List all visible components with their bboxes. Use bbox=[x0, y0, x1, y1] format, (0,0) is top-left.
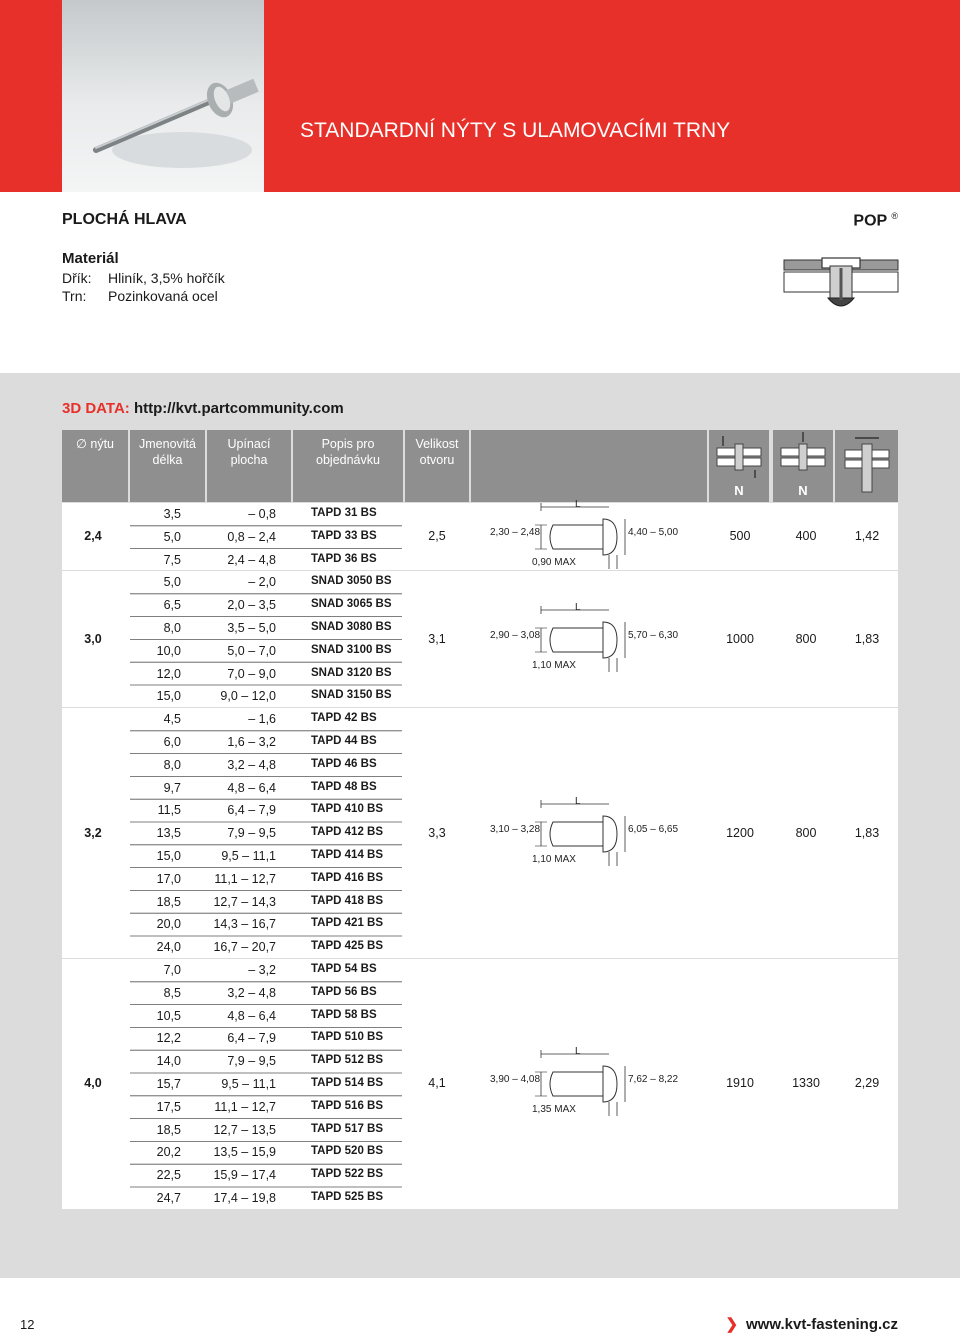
order-code: TAPD 414 BS bbox=[311, 849, 384, 861]
shear-unit: N bbox=[734, 483, 744, 498]
tensile-strength: 1330 bbox=[792, 1076, 820, 1091]
order-code: TAPD 31 BS bbox=[311, 507, 377, 519]
nominal-length: 5,0 bbox=[163, 575, 181, 590]
order-code: TAPD 48 BS bbox=[311, 780, 377, 793]
nominal-length: 15,0 bbox=[156, 849, 181, 863]
grip-range: 1,6 – 3,2 bbox=[227, 735, 276, 749]
nominal-length: 14,0 bbox=[156, 1054, 181, 1069]
grip-range: 9,5 – 11,1 bbox=[221, 1077, 276, 1091]
3d-data-label: 3D DATA: bbox=[62, 400, 130, 417]
shear-strength: 1200 bbox=[726, 825, 754, 840]
rivet-dimension-diagram bbox=[471, 1046, 707, 1127]
column-header-shear bbox=[709, 430, 769, 502]
rivet-dimension-diagram bbox=[471, 796, 707, 877]
grip-range: 7,0 – 9,0 bbox=[227, 666, 276, 681]
material-key: Dřík: bbox=[62, 270, 92, 286]
hole-size: 4,1 bbox=[428, 1076, 446, 1091]
body-diameter-dimension: 3,10 – 3,28 bbox=[490, 823, 541, 835]
grip-range: 15,9 – 17,4 bbox=[213, 1168, 276, 1183]
nominal-length: 12,2 bbox=[156, 1031, 181, 1046]
3d-data-link[interactable] bbox=[62, 400, 344, 417]
grip-range: 7,9 – 9,5 bbox=[227, 826, 276, 841]
length-dimension-label: L bbox=[575, 499, 581, 511]
grip-range: 2,4 – 4,8 bbox=[227, 552, 276, 567]
grip-range: – 0,8 bbox=[248, 507, 276, 521]
grip-range: 6,4 – 7,9 bbox=[227, 803, 276, 818]
rivet-diameter: 3,0 bbox=[84, 631, 102, 646]
nominal-length: 10,0 bbox=[156, 643, 181, 658]
body-diameter-dimension: 2,30 – 2,48 bbox=[490, 527, 541, 539]
nominal-length: 3,5 bbox=[163, 507, 181, 521]
grip-range: 4,8 – 6,4 bbox=[227, 1008, 276, 1023]
column-header-hole-size: Velikost otvoru bbox=[405, 430, 469, 502]
tensile-strength: 800 bbox=[795, 631, 817, 646]
nominal-length: 20,2 bbox=[156, 1145, 181, 1160]
nominal-length: 10,5 bbox=[156, 1008, 181, 1023]
grip-range: 2,0 – 3,5 bbox=[227, 598, 276, 613]
nominal-length: 8,0 bbox=[163, 757, 181, 772]
column-header-order-code: Popis pro objednávku bbox=[293, 430, 403, 502]
chevron-right-icon: ❯ bbox=[725, 1316, 739, 1333]
grip-range: 3,2 – 4,8 bbox=[227, 757, 276, 772]
order-code: TAPD 42 BS bbox=[311, 712, 377, 725]
page-number: 12 bbox=[20, 1317, 35, 1332]
mandrel-diameter: 2,29 bbox=[854, 1076, 880, 1091]
grip-range: 3,2 – 4,8 bbox=[227, 985, 276, 1000]
nominal-length: 15,7 bbox=[156, 1077, 181, 1091]
grip-range: 0,8 – 2,4 bbox=[227, 529, 276, 544]
column-header-grip: Upínací plocha bbox=[207, 430, 291, 502]
head-height-dimension: 1,35 MAX bbox=[532, 1104, 576, 1116]
order-code: TAPD 44 BS bbox=[311, 735, 377, 747]
material-title: Materiál bbox=[62, 250, 119, 267]
nominal-length: 11,5 bbox=[157, 803, 181, 818]
rivet-diameter: 2,4 bbox=[84, 529, 102, 544]
grip-range: 6,4 – 7,9 bbox=[227, 1031, 276, 1046]
grip-range: – 2,0 bbox=[248, 575, 276, 590]
nominal-length: 6,5 bbox=[163, 598, 181, 613]
mandrel-diameter-icon bbox=[835, 430, 898, 494]
hole-size: 3,3 bbox=[428, 825, 446, 840]
length-dimension-label: L bbox=[575, 601, 581, 613]
nominal-length: 24,7 bbox=[156, 1191, 181, 1205]
column-header-dimensions bbox=[471, 430, 707, 502]
head-diameter-dimension: 4,40 – 5,00 bbox=[628, 527, 679, 539]
order-code: TAPD 418 BS bbox=[311, 894, 384, 907]
nominal-length: 18,5 bbox=[156, 1122, 181, 1137]
head-height-dimension: 1,10 MAX bbox=[532, 659, 576, 671]
material-value: Hliník, 3,5% hořčík bbox=[108, 270, 225, 286]
column-header-diameter: ∅ nýtu bbox=[62, 430, 128, 502]
nominal-length: 5,0 bbox=[163, 529, 181, 544]
grip-range: 9,0 – 12,0 bbox=[220, 689, 276, 704]
order-code: TAPD 522 BS bbox=[311, 1168, 384, 1181]
nominal-length: 22,5 bbox=[156, 1168, 181, 1183]
head-diameter-dimension: 5,70 – 6,30 bbox=[628, 629, 679, 641]
tensile-unit: N bbox=[798, 483, 808, 498]
nominal-length: 4,5 bbox=[163, 712, 181, 727]
registered-mark: ® bbox=[891, 211, 898, 221]
order-code: TAPD 46 BS bbox=[311, 757, 377, 770]
order-code: TAPD 421 BS bbox=[311, 917, 384, 930]
mandrel-diameter: 1,42 bbox=[854, 529, 880, 544]
nominal-length: 24,0 bbox=[156, 940, 181, 955]
nominal-length: 7,0 bbox=[163, 963, 181, 977]
body-diameter-dimension: 2,90 – 3,08 bbox=[490, 629, 541, 641]
grip-range: – 3,2 bbox=[248, 963, 276, 977]
column-header-length: Jmenovitá délka bbox=[130, 430, 205, 502]
3d-data-url: http://kvt.partcommunity.com bbox=[133, 400, 344, 417]
order-code: TAPD 514 BS bbox=[311, 1077, 384, 1089]
order-code: TAPD 54 BS bbox=[311, 963, 377, 975]
grip-range: 11,1 – 12,7 bbox=[214, 1099, 276, 1114]
tensile-strength-icon bbox=[773, 430, 833, 480]
grip-range: 9,5 – 11,1 bbox=[221, 849, 276, 863]
order-code: TAPD 510 BS bbox=[311, 1031, 384, 1044]
length-dimension-label: L bbox=[575, 795, 581, 807]
order-code: TAPD 410 BS bbox=[311, 803, 384, 816]
head-height-dimension: 1,10 MAX bbox=[532, 853, 576, 865]
order-code: SNAD 3120 BS bbox=[311, 666, 392, 679]
brand-name: POP bbox=[853, 212, 887, 230]
order-code: SNAD 3065 BS bbox=[311, 598, 392, 611]
head-diameter-dimension: 7,62 – 8,22 bbox=[628, 1074, 679, 1086]
shear-strength: 1910 bbox=[726, 1076, 754, 1091]
shear-strength-icon bbox=[709, 430, 769, 480]
order-code: TAPD 517 BS bbox=[311, 1122, 384, 1135]
grip-range: 4,8 – 6,4 bbox=[227, 780, 276, 795]
material-key: Trn: bbox=[62, 288, 87, 304]
grip-range: 12,7 – 14,3 bbox=[213, 894, 276, 909]
order-code: TAPD 512 BS bbox=[311, 1054, 384, 1067]
website-text: www.kvt-fastening.cz bbox=[746, 1316, 898, 1333]
grip-range: 12,7 – 13,5 bbox=[213, 1122, 276, 1137]
nominal-length: 20,0 bbox=[156, 917, 181, 932]
tensile-strength: 400 bbox=[795, 529, 817, 544]
grip-range: 16,7 – 20,7 bbox=[213, 940, 276, 955]
grip-range: 14,3 – 16,7 bbox=[213, 917, 276, 932]
grip-range: – 1,6 bbox=[248, 712, 276, 727]
nominal-length: 17,5 bbox=[156, 1099, 181, 1114]
rivet-dimension-diagram bbox=[471, 602, 707, 683]
order-code: SNAD 3150 BS bbox=[311, 689, 392, 702]
nominal-length: 12,0 bbox=[156, 666, 181, 681]
website-link[interactable] bbox=[725, 1315, 898, 1333]
nominal-length: 6,0 bbox=[163, 735, 181, 749]
rivet-diameter: 3,2 bbox=[84, 825, 102, 840]
grip-range: 17,4 – 19,8 bbox=[213, 1191, 276, 1205]
nominal-length: 8,0 bbox=[163, 621, 181, 635]
order-code: SNAD 3080 BS bbox=[311, 621, 392, 633]
flat-head-rivet-section-icon bbox=[782, 250, 900, 325]
order-code: TAPD 416 BS bbox=[311, 871, 384, 884]
nominal-length: 17,0 bbox=[156, 871, 181, 886]
order-code: TAPD 525 BS bbox=[311, 1191, 384, 1203]
column-header-mandrel bbox=[835, 430, 898, 502]
rivet-product-photo bbox=[62, 0, 264, 192]
body-diameter-dimension: 3,90 – 4,08 bbox=[490, 1074, 541, 1086]
mandrel-diameter: 1,83 bbox=[854, 825, 880, 840]
page-title: STANDARDNÍ NÝTY S ULAMOVACÍMI TRNY bbox=[300, 119, 731, 142]
length-dimension-label: L bbox=[575, 1046, 581, 1058]
order-code: TAPD 36 BS bbox=[311, 552, 377, 565]
rivet-diameter: 4,0 bbox=[84, 1076, 102, 1091]
order-code: TAPD 425 BS bbox=[311, 940, 384, 953]
material-row-shank bbox=[62, 270, 225, 286]
grip-range: 13,5 – 15,9 bbox=[213, 1145, 276, 1160]
order-code: TAPD 516 BS bbox=[311, 1099, 384, 1112]
nominal-length: 9,7 bbox=[163, 780, 181, 795]
order-code: TAPD 58 BS bbox=[311, 1008, 377, 1021]
order-code: TAPD 56 BS bbox=[311, 985, 377, 998]
shear-strength: 1000 bbox=[726, 631, 754, 646]
order-code: TAPD 412 BS bbox=[311, 826, 384, 839]
material-value: Pozinkovaná ocel bbox=[108, 288, 218, 304]
order-code: SNAD 3050 BS bbox=[311, 575, 392, 588]
nominal-length: 8,5 bbox=[163, 985, 181, 1000]
nominal-length: 7,5 bbox=[163, 552, 181, 567]
material-row-mandrel bbox=[62, 288, 218, 304]
hole-size: 3,1 bbox=[428, 631, 446, 646]
grip-range: 11,1 – 12,7 bbox=[214, 871, 276, 886]
head-style-heading: PLOCHÁ HLAVA bbox=[62, 211, 187, 228]
mandrel-diameter: 1,83 bbox=[854, 631, 880, 646]
head-diameter-dimension: 6,05 – 6,65 bbox=[628, 823, 679, 835]
nominal-length: 15,0 bbox=[156, 689, 181, 704]
order-code: TAPD 33 BS bbox=[311, 529, 377, 542]
grip-range: 5,0 – 7,0 bbox=[227, 643, 276, 658]
brand-heading bbox=[853, 211, 898, 230]
grip-range: 3,5 – 5,0 bbox=[227, 621, 276, 635]
rivet-dimension-diagram bbox=[471, 499, 707, 580]
shear-strength: 500 bbox=[729, 529, 751, 544]
order-code: SNAD 3100 BS bbox=[311, 643, 392, 656]
order-code: TAPD 520 BS bbox=[311, 1145, 384, 1158]
tensile-strength: 800 bbox=[795, 825, 817, 840]
head-height-dimension: 0,90 MAX bbox=[532, 557, 576, 569]
nominal-length: 13,5 bbox=[156, 826, 181, 841]
column-header-tensile bbox=[773, 430, 833, 502]
hole-size: 2,5 bbox=[428, 529, 446, 544]
nominal-length: 18,5 bbox=[156, 894, 181, 909]
grip-range: 7,9 – 9,5 bbox=[227, 1054, 276, 1069]
